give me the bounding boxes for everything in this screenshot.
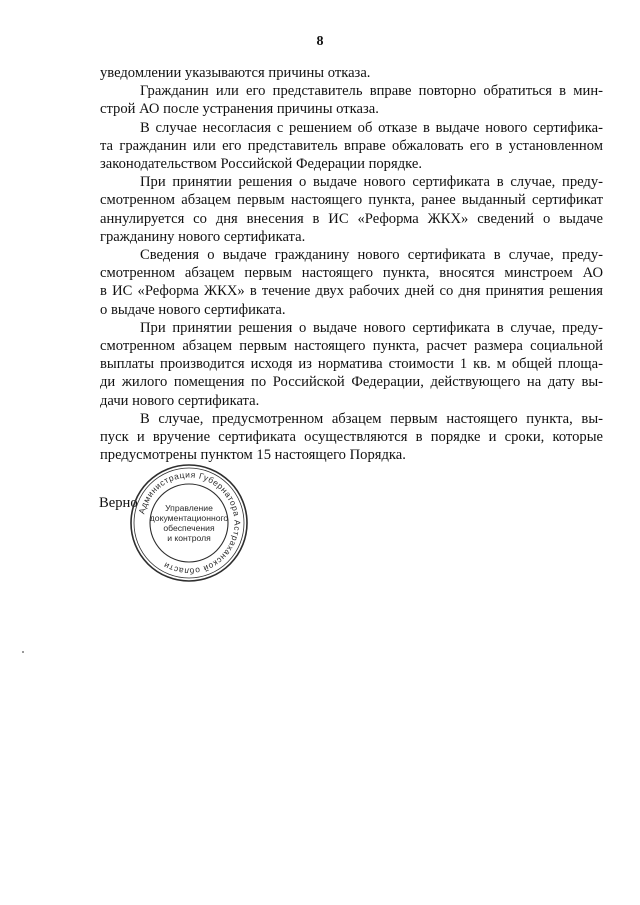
text-line: законодательством Российской Федерации порядке. [100,156,422,173]
text-line: предусмотрены пунктом 15 настоящего Порядка. [100,447,406,464]
stamp-center-line: и контроля [167,533,211,543]
official-stamp [128,462,250,584]
text-line: смотренном абзацем первым настоящего пункта, ранее выданный сертификат [100,192,603,209]
text-line: смотренном абзацем первым настоящего пункта, вносятся минстроем АО [100,265,603,282]
stamp-center-line: документационного [149,513,229,523]
page-number: 8 [316,34,324,49]
text-line: В случае несогласия с решением об отказе в выдаче нового сертифика- [140,119,603,136]
text-line: пуск и вручение сертификата осуществляются в порядке и сроки, которые [100,429,603,446]
stamp-center-text [150,484,228,562]
margin-dot [22,651,24,653]
text-line: аннулируется со дня внесения в ИС «Реформа ЖКХ» сведений о выдаче [100,210,603,227]
text-line: строй АО после устранения причины отказа. [100,101,379,118]
text-line: смотренном абзацем первым настоящего пункта, расчет размера социальной [100,338,603,355]
text-line: Сведения о выдаче гражданину нового сертификата в случае, преду- [140,247,603,264]
text-line: ди жилого помещения по Российской Федерации, действующего на дату вы- [100,374,603,391]
text-line: При принятии решения о выдаче нового сертификата в случае, преду- [140,319,603,336]
stamp-center-line: Управление [165,503,213,513]
text-line: о выдаче нового сертификата. [100,301,286,318]
stamp-center-line: обеспечения [163,523,215,533]
text-line: гражданину нового сертификата. [100,228,306,245]
text-line: в ИС «Реформа ЖКХ» в течение двух рабочих дней со дня принятия решения [100,283,603,300]
text-line: дачи нового сертификата. [100,392,260,409]
text-line: выплаты производится исходя из норматива стоимости 1 кв. м общей площа- [100,356,603,373]
text-line: та гражданин или его представитель вправе обжаловать его в установленном [100,137,603,154]
document-body [100,64,603,464]
text-line: В случае, предусмотренном абзацем первым настоящего пункта, вы- [140,410,603,427]
text-line: Гражданин или его представитель вправе повторно обратиться в мин- [140,83,603,100]
stamp-ring-text: Администрация Губернатора Астраханской области [136,469,243,577]
text-line: уведомлении указываются причины отказа. [100,65,371,81]
verno-label: Верно [99,495,138,511]
text-line: При принятии решения о выдаче нового сертификата в случае, преду- [140,174,603,191]
